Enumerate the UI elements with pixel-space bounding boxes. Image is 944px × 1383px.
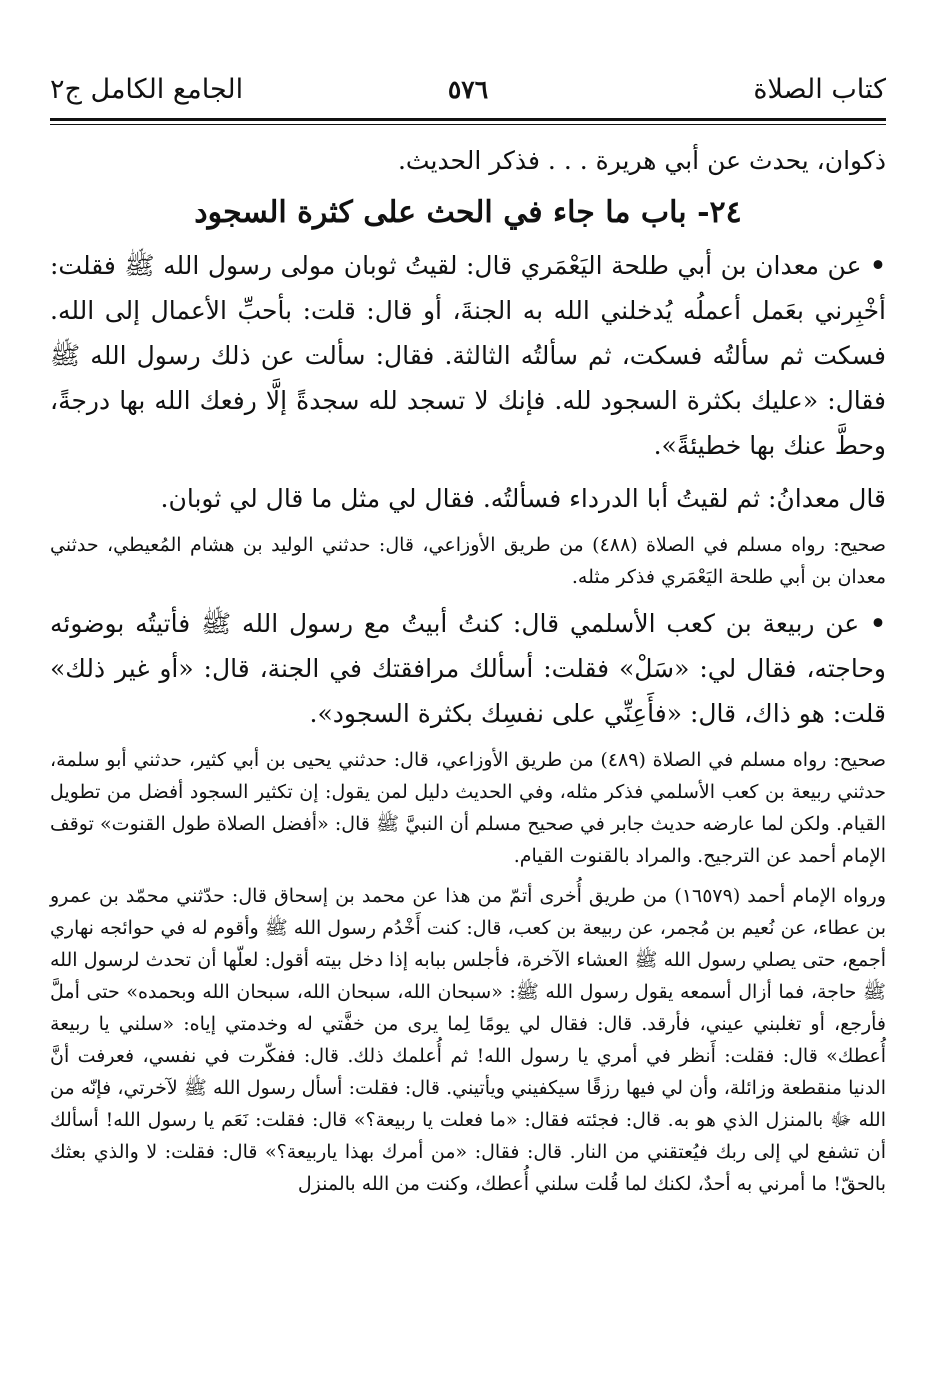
intro-line: ذكوان، يحدث عن أبي هريرة . . . فذكر الحديث. <box>397 146 886 175</box>
hadith-1-text: عن معدان بن أبي طلحة اليَعْمَري قال: لقيتُ ثوبان مولى رسول الله ﷺ فقلت: أخْبِرني بعَمل أعملُه يُدخلني الله به الجنةَ، أو قال: قلت: بأحبِّ الأعمال إلى الله. فسكت ثم سألتُه فسكت، ثم سألتُه الثالثة. فقال: سألت عن ذلك رسول الله ﷺ فقال: «عليك بكثرة السجود لله. فإنك لا تسجد لله سجدةً إلَّا رفعك الله بها درجةً، وحطَّ عنك بها خطيئةً». <box>50 251 886 460</box>
hadith-2 <box>50 601 886 736</box>
header-volume-title: الجامع الكامل ج٢ <box>50 73 244 105</box>
header-rule-thin <box>50 124 886 125</box>
header-rule-thick <box>50 118 886 121</box>
takhrij-note-1: صحيح: رواه مسلم في الصلاة (٤٨٨) من طريق الأوزاعي، قال: حدثني الوليد بن هشام المُعيطي، حدثني معدان بن أبي طلحة اليَعْمَري فذكر مثله. <box>50 534 886 588</box>
header-book-title: كتاب الصلاة <box>753 73 886 105</box>
section-title: ٢٤- باب ما جاء في الحث على كثرة السجود <box>194 195 742 230</box>
page-body <box>50 138 886 1200</box>
takhrij-note-3: ورواه الإمام أحمد (١٦٥٧٩) من طريق أُخرى أتمّ من هذا عن محمد بن إسحاق قال: حدّثني محمّد بن عمرو بن عطاء، عن نُعيم بن مُجمر، عن ربيعة بن كعب، قال: كنت أَخْدُم رسول الله ﷺ وأقوم له في حوائجه نهاري أجمع، حتى يصلي رسول الله ﷺ العشاء الآخرة، فأجلس ببابه إذا دخل بيته أقول: لعلّها أن تحدث لرسول الله ﷺ حاجة، فما أزال أسمعه يقول رسول الله ﷺ: «سبحان الله، سبحان الله، سبحان الله وبحمده» حتى أملَّ فأرجع، أو تغلبني عيني، فأرقد. قال: فقال لي يومًا لِما يرى من خفَّتي له وخدمتي إياه: «سلني يا ربيعة أُعطك» قال: فقلت: أَنظر في أمري يا رسول الله! ثم أُعلمك ذلك. قال: ففكّرت في نفسي، فعرفت أنَّ الدنيا منقطعة وزائلة، وأن لي فيها رزقًا سيكفيني ويأتيني. قال: فقلت: أسأل رسول الله ﷺ لآخرتي، فإنّه من الله ﷻ بالمنزل الذي هو به. قال: فجئته فقال: «ما فعلت يا ربيعة؟» قال: فقلت: نَعَم يا رسول الله! أسألك أن تشفع لي إلى ربك فيُعتقني من النار. قال: فقال: «من أمرك بهذا ياربيعة؟» قال: فقلت: لا والذي بعثك بالحقّ! ما أمرني به أحدٌ، لكنك لما قُلت سلني أُعطك، وكنت من الله بالمنزل <box>50 885 886 1195</box>
bullet-icon: • <box>870 609 886 638</box>
page-header <box>50 66 886 112</box>
hadith-1 <box>50 243 886 468</box>
page-number: ٥٧٦ <box>447 74 489 104</box>
takhrij-note-2: صحيح: رواه مسلم في الصلاة (٤٨٩) من طريق الأوزاعي، قال: حدثني يحيى بن أبي كثير، حدثني أبو سلمة، حدثني ربيعة بن كعب الأسلمي فذكر مثله، وفي الحديث دليل لمن يقول: إن تكثير السجود أفضل من تطويل القيام. ولكن لما عارضه حديث جابر في صحيح مسلم أن النبيَّ ﷺ قال: «أفضل الصلاة طول القنوت» توقف الإمام أحمد عن الترجيح. والمراد بالقنوت القيام. <box>50 749 886 867</box>
hadith-1-continuation: قال معدانُ: ثم لقيتُ أبا الدرداء فسألتُه. فقال لي مثل ما قال لي ثوبان. <box>160 484 886 513</box>
hadith-2-text: عن ربيعة بن كعب الأسلمي قال: كنتُ أبيتُ مع رسول الله ﷺ فأتيتُه بوضوئه وحاجته، فقال لي: «سَلْ» فقلت: أسألك مرافقتك في الجنة، قال: «أو غير ذلك» قلت: هو ذاك، قال: «فأَعِنِّي على نفسِك بكثرة السجود». <box>50 609 886 728</box>
bullet-icon: • <box>870 251 887 280</box>
